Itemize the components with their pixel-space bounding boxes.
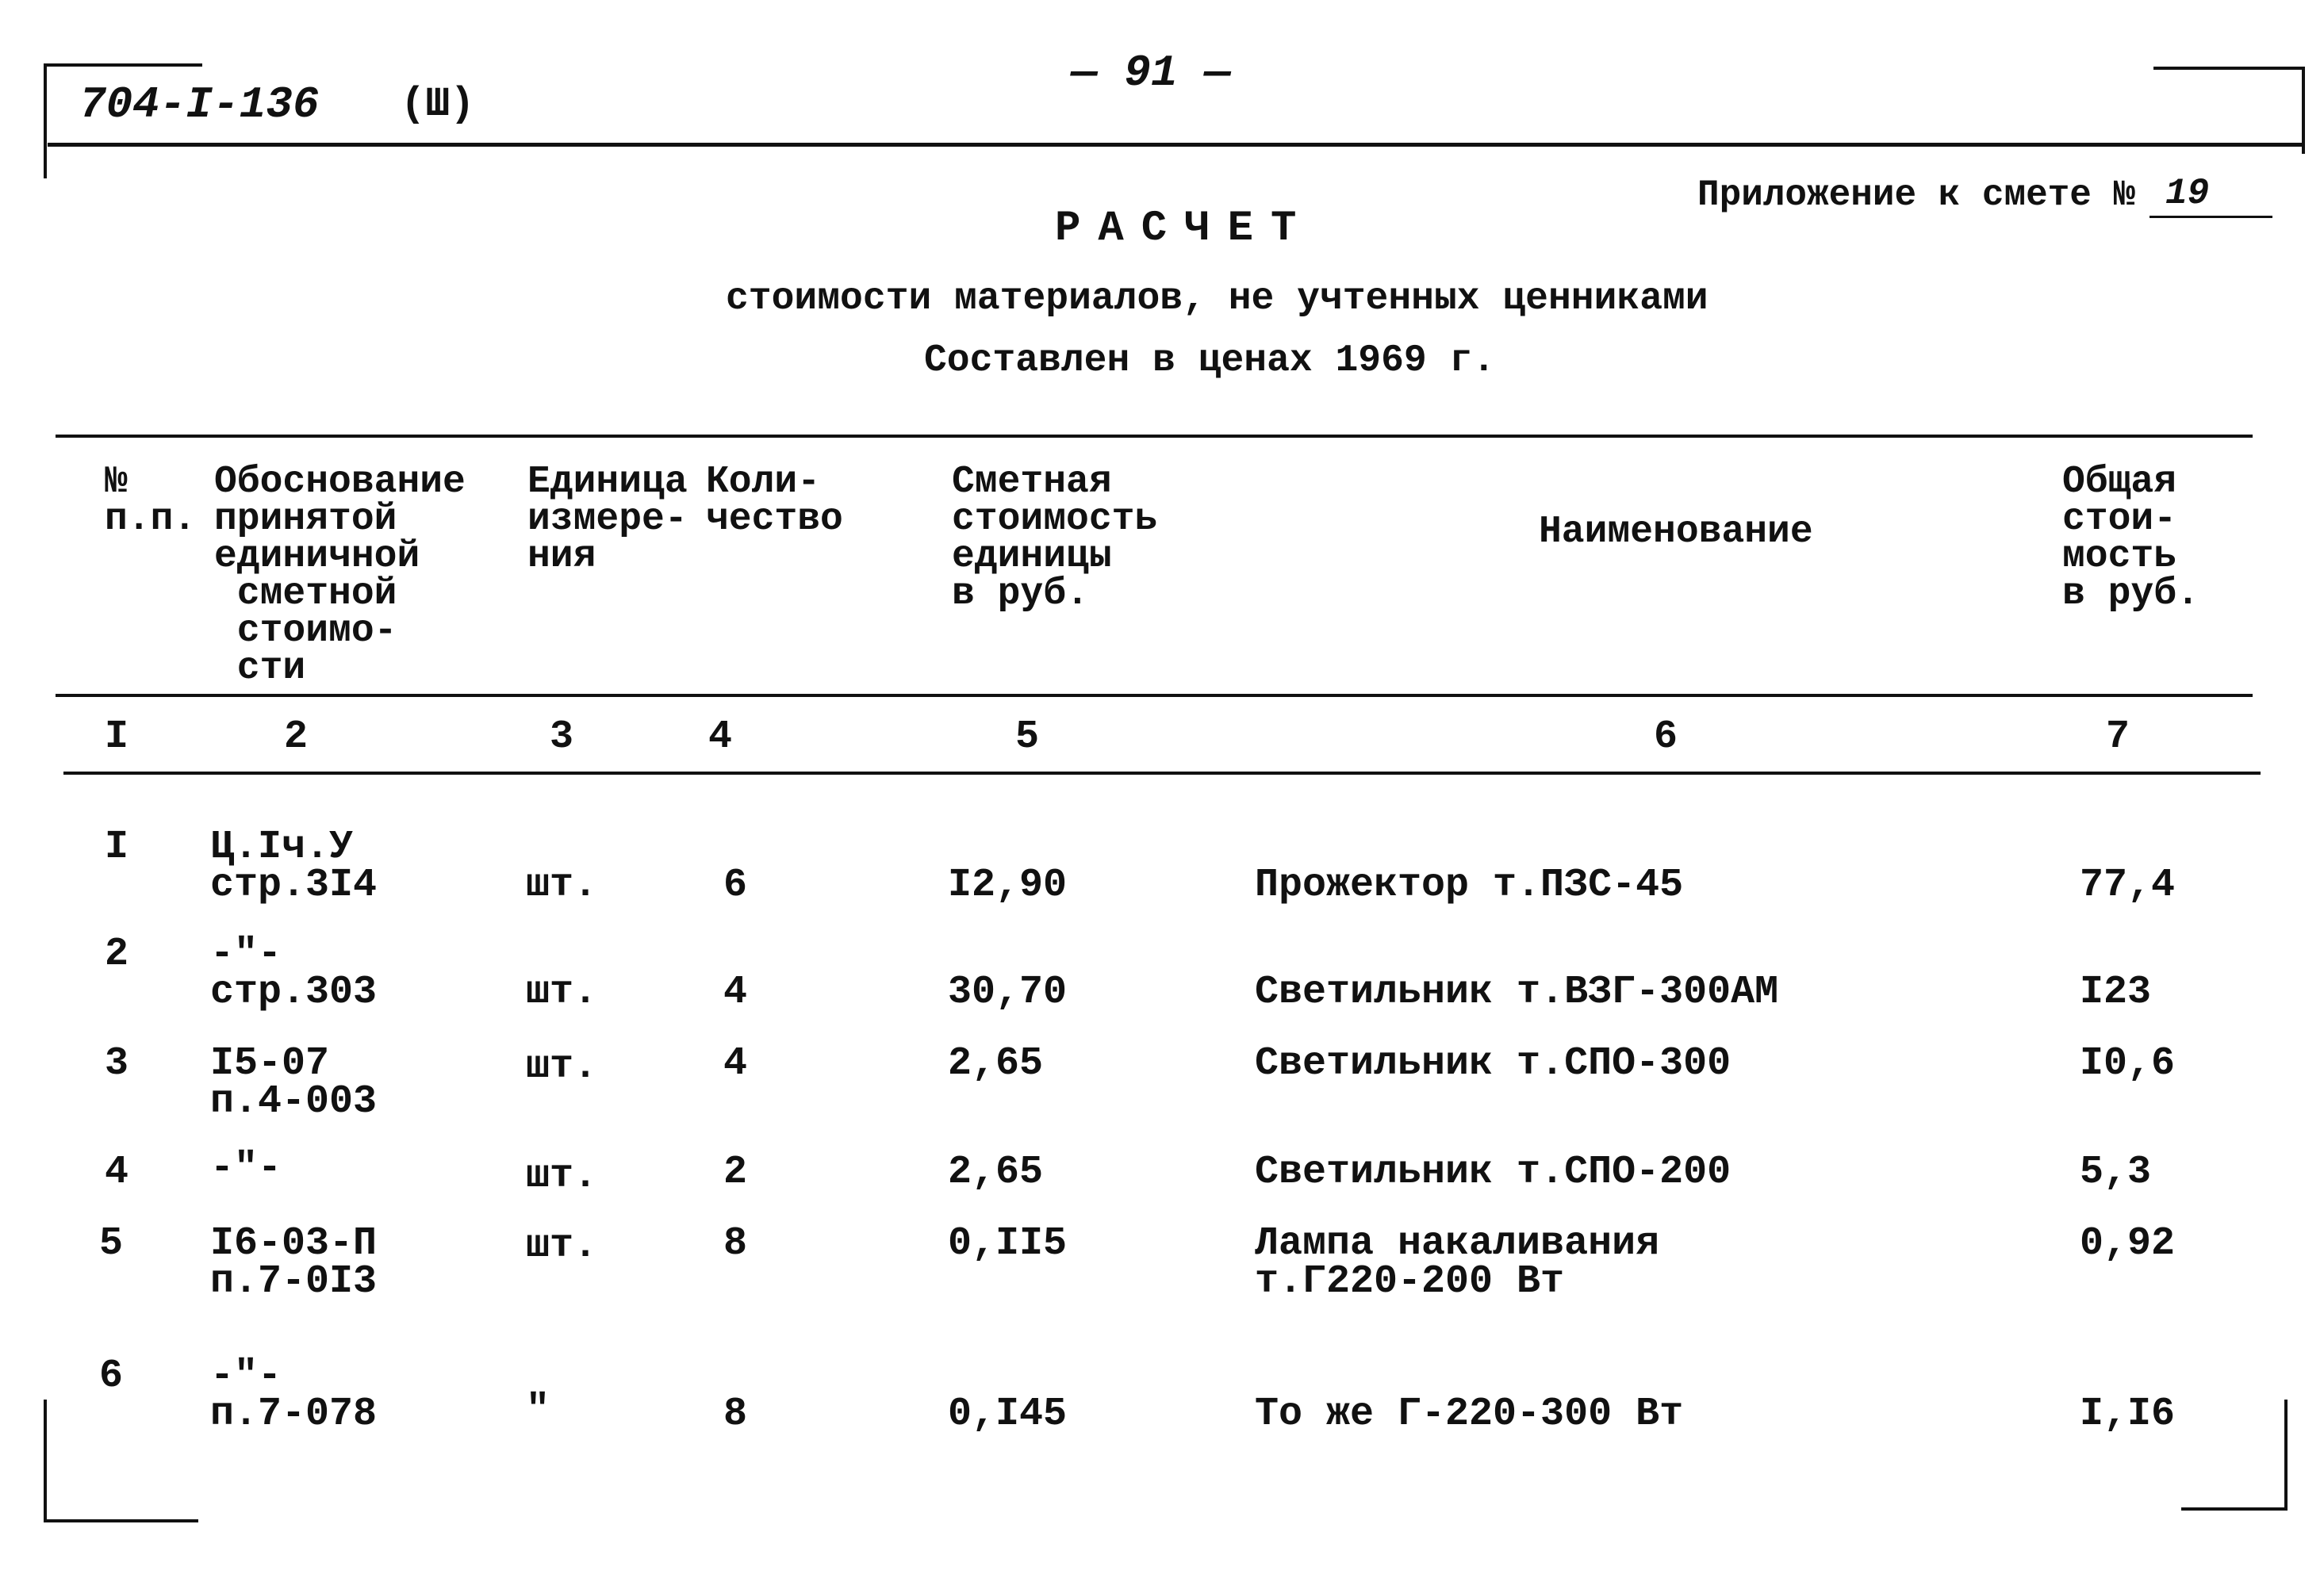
table-row-6-name: То же Г-220-300 Вт	[1255, 1392, 1684, 1437]
table-row-2-number: 2	[105, 932, 129, 977]
table-row-3-quantity: 4	[723, 1041, 748, 1086]
table-row-5-total: 0,92	[2080, 1221, 2176, 1266]
table-row-3-total: I0,6	[2080, 1041, 2176, 1086]
header-total: Общая стои- мость в руб.	[2062, 461, 2199, 615]
frame-top-left	[44, 63, 202, 67]
frame-left-top	[44, 63, 47, 178]
table-row-1-unit: шт.	[526, 863, 598, 908]
frame-top-right	[2153, 67, 2304, 70]
header-name: Наименование	[1539, 511, 1813, 553]
table-row-5-unit-price: 0,II5	[948, 1221, 1068, 1266]
table-row-6-number: 6	[99, 1354, 124, 1399]
appendix-underline	[2150, 216, 2272, 218]
table-row-2-name: Светильник т.ВЗГ-300АМ	[1255, 970, 1779, 1015]
header-basis: Обоснование принятой единичной сметной стоимо- сти	[214, 461, 466, 690]
table-row-1-basis: Ц.Iч.У стр.3I4	[210, 825, 378, 908]
table-row-4-quantity: 2	[723, 1150, 748, 1195]
table-row-3-basis: I5-07 п.4-003	[210, 1041, 378, 1124]
prices-note: Составлен в ценах 1969 г.	[924, 339, 1496, 382]
table-row-2-quantity: 4	[723, 970, 748, 1015]
header-unit-price: Сметная стоимость единицы в руб.	[952, 461, 1158, 615]
table-row-5-basis: I6-03-П п.7-0I3	[210, 1221, 378, 1304]
header-unit: Единица измере- ния	[527, 461, 688, 578]
header-quantity: Коли- чество	[706, 461, 843, 541]
frame-bottom-right	[2181, 1507, 2288, 1511]
table-row-1-total: 77,4	[2080, 863, 2176, 908]
table-row-1-name: Прожектор т.ПЗС-45	[1255, 863, 1684, 908]
column-number-4: 4	[708, 714, 733, 760]
column-number-6: 6	[1654, 714, 1678, 760]
table-row-6-unit-price: 0,I45	[948, 1392, 1068, 1437]
appendix-number: 19	[2165, 173, 2210, 214]
table-top-rule	[56, 435, 2253, 438]
table-row-3-number: 3	[105, 1041, 129, 1086]
column-number-7: 7	[2106, 714, 2130, 760]
table-row-5-unit: шт.	[526, 1224, 598, 1269]
appendix-label: Приложение к смете №	[1697, 174, 2136, 216]
table-row-2-unit-price: 30,70	[948, 970, 1068, 1015]
document-code: 704-I-136	[79, 79, 320, 130]
header-number: № п.п.	[105, 461, 197, 541]
table-row-4-total: 5,3	[2080, 1150, 2152, 1195]
column-number-3: 3	[550, 714, 574, 760]
table-colnum-rule	[63, 772, 2261, 775]
table-row-2-total: I23	[2080, 970, 2152, 1015]
table-row-6-total: I,I6	[2080, 1392, 2176, 1437]
volume-mark: (Ш)	[401, 81, 475, 128]
document-title: РАСЧЕТ	[1055, 205, 1314, 253]
column-number-1: I	[105, 714, 129, 760]
table-row-4-name: Светильник т.СПО-200	[1255, 1150, 1731, 1195]
table-row-4-number: 4	[105, 1150, 129, 1195]
table-row-4-unit: шт.	[526, 1154, 598, 1199]
column-number-5: 5	[1015, 714, 1040, 760]
column-number-2: 2	[284, 714, 309, 760]
frame-right-bottom	[2284, 1400, 2288, 1511]
table-row-1-unit-price: I2,90	[948, 863, 1068, 908]
frame-left-bottom	[44, 1400, 47, 1522]
table-row-3-unit-price: 2,65	[948, 1041, 1044, 1086]
table-row-2-unit: шт.	[526, 970, 598, 1015]
table-row-5-quantity: 8	[723, 1221, 748, 1266]
page-number: — 91 —	[1071, 48, 1231, 98]
frame-right-top	[2302, 67, 2305, 154]
table-row-4-unit-price: 2,65	[948, 1150, 1044, 1195]
table-row-6-unit: "	[526, 1388, 550, 1433]
table-row-1-number: I	[105, 825, 129, 870]
table-row-6-basis: -"- п.7-078	[210, 1354, 378, 1437]
frame-bottom-left	[44, 1519, 198, 1522]
table-row-3-name: Светильник т.СПО-300	[1255, 1041, 1731, 1086]
header-rule	[48, 143, 2304, 147]
table-row-4-basis: -"-	[210, 1146, 282, 1191]
table-row-2-basis: -"- стр.303	[210, 932, 378, 1015]
table-row-5-name: Лампа накаливания т.Г220-200 Вт	[1255, 1221, 1660, 1304]
document-subtitle: стоимости материалов, не учтенных ценниками	[726, 278, 1708, 320]
table-row-3-unit: шт.	[526, 1044, 598, 1090]
table-row-1-quantity: 6	[723, 863, 748, 908]
table-header-rule	[56, 694, 2253, 697]
table-row-5-number: 5	[99, 1221, 124, 1266]
table-row-6-quantity: 8	[723, 1392, 748, 1437]
